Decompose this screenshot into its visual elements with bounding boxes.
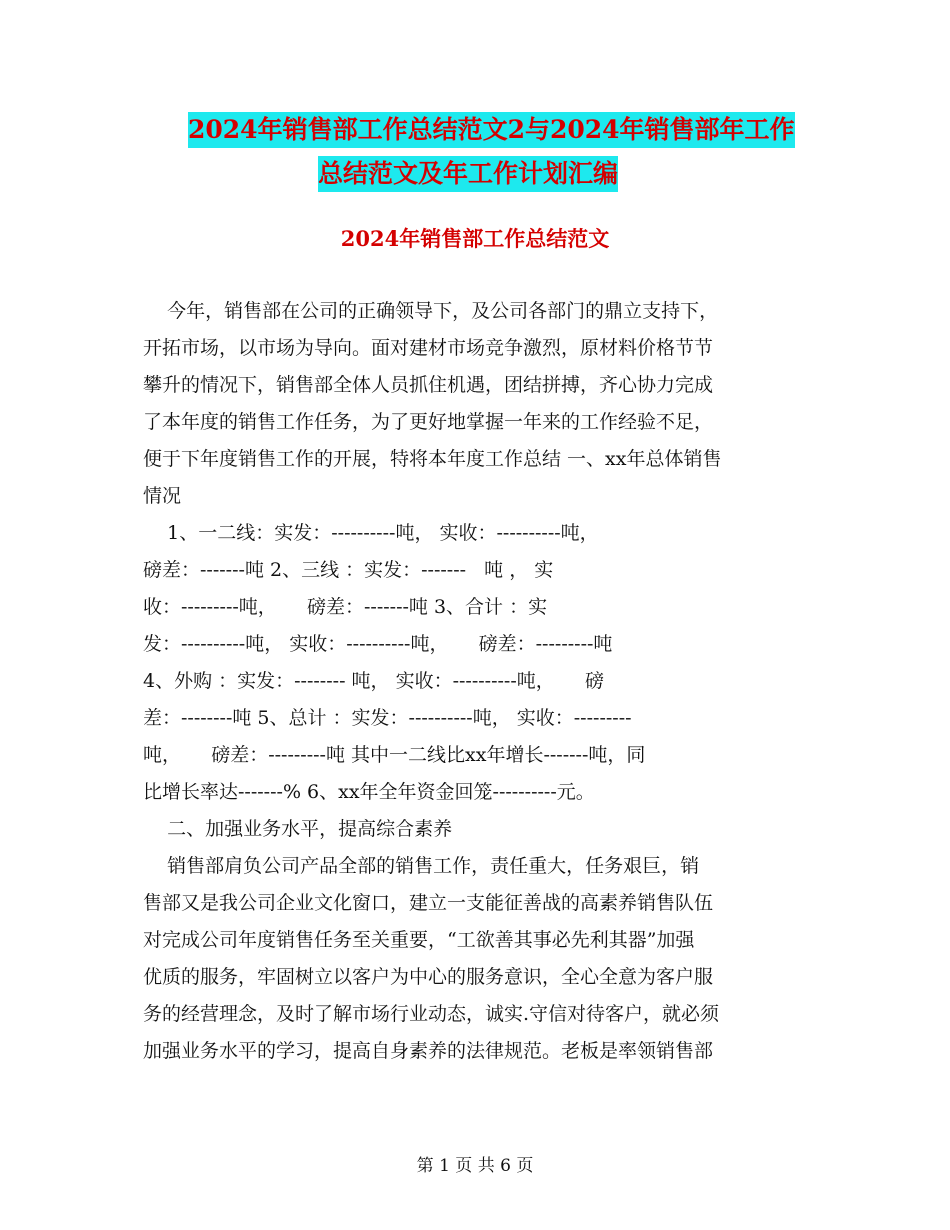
body-line: 收：---------吨， 磅差：-------吨 3、合计 ：实 (143, 596, 548, 618)
body-line: 情况 (143, 485, 182, 507)
body-line: 1、一二线：实发：----------吨， 实收：----------吨， (143, 522, 599, 544)
document-title-line-1: 2024年销售部工作总结范文2与2024年销售部年工作 (188, 112, 795, 148)
body-line: 了本年度的销售工作任务，为了更好地掌握一年来的工作经验不足， (143, 411, 714, 433)
body-line: 差：--------吨 5、总计 ：实发：----------吨， 实收：--------- (143, 707, 632, 729)
section-heading: 二、加强业务水平，提高综合素养 (143, 818, 453, 840)
body-line: 今年，销售部在公司的正确领导下，及公司各部门的鼎立支持下， (143, 300, 719, 322)
body-line: 开拓市场，以市场为导向。面对建材市场竞争激烈，原材料价格节节 (143, 337, 714, 359)
body-line: 优质的服务，牢固树立以客户为中心的服务意识，全心全意为客户服 (143, 966, 714, 988)
body-line: 便于下年度销售工作的开展，特将本年度工作总结 一、xx年总体销售 (143, 448, 722, 470)
body-line: 发：----------吨， 实收：----------吨， 磅差：---------吨 (143, 633, 613, 655)
body-line: 售部又是我公司企业文化窗口，建立一支能征善战的高素养销售队伍 (143, 892, 714, 914)
body-line: 对完成公司年度销售任务至关重要，“工欲善其事必先利其器”加强 (143, 929, 695, 951)
section-title: 2024年销售部工作总结范文 (340, 226, 610, 251)
body-line: 比增长率达-------% 6、xx年全年资金回笼----------元。 (143, 781, 595, 803)
body-line: 务的经营理念，及时了解市场行业动态，诚实.守信对待客户，就必须 (143, 1003, 720, 1025)
body-line: 攀升的情况下，销售部全体人员抓住机遇，团结拼搏，齐心协力完成 (143, 374, 714, 396)
page-footer: 第 1 页 共 6 页 (416, 1156, 534, 1176)
body-line: 4、外购 ：实发：-------- 吨， 实收：----------吨， 磅 (143, 670, 604, 692)
body-line: 加强业务水平的学习，提高自身素养的法律规范。老板是率领销售部 (143, 1040, 714, 1062)
body-line: 销售部肩负公司产品全部的销售工作，责任重大，任务艰巨，销 (143, 855, 700, 877)
body-line: 磅差：-------吨 2、三线 ：实发：------- 吨 ， 实 (143, 559, 554, 581)
document-title-line-2: 总结范文及年工作计划汇编 (318, 156, 618, 192)
body-line: 吨， 磅差：---------吨 其中一二线比xx年增长-------吨，同 (143, 744, 646, 766)
